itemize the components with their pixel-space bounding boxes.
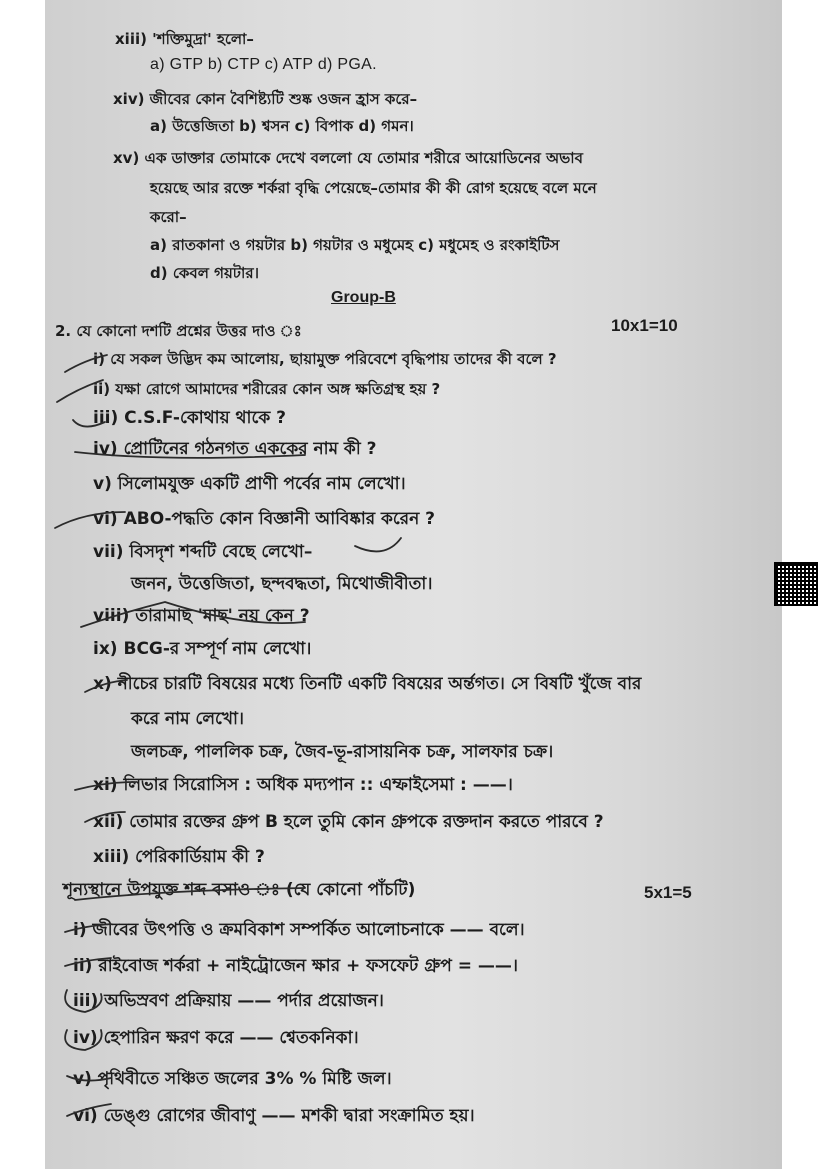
group-b-item-7-choices: জনন, উত্তেজিতা, ছন্দবদ্ধতা, মিথোজীবীতা।: [131, 574, 433, 594]
group-b-item-9: ix) BCG-র সম্পূর্ণ নাম লেখো।: [93, 639, 312, 659]
group-b-item-3: iii) C.S.F-কোথায় থাকে ?: [93, 408, 286, 428]
group-b-item-13: xiii) পেরিকার্ডিয়াম কী ?: [93, 847, 265, 867]
group-b-item-10: x) নীচের চারটি বিষয়ের মধ্যে তিনটি একটি বিষয়ের অর্ন্তগত। সে বিষটি খুঁজে বার: [93, 674, 642, 694]
question-15-line-3: করো–: [150, 208, 187, 226]
fill-blank-item-1: i) জীবের উৎপত্তি ও ক্রমবিকাশ সম্পর্কিত আলোচনাকে —— বলে।: [73, 920, 525, 940]
group-b-item-2: ii) যক্ষা রোগে আমাদের শরীরের কোন অঙ্গ ক্ষতিগ্রস্থ হয় ?: [93, 380, 441, 398]
fill-blank-item-5: v) পৃথিবীতে সঞ্চিত জলের 3% % মিষ্টি জল।: [73, 1069, 392, 1089]
group-b-item-5: v) সিলোমযুক্ত একটি প্রাণী পর্বের নাম লেখো।: [93, 474, 406, 494]
fill-blank-item-6: vi) ডেঙ্গু রোগের জীবাণু —— মশকী দ্বারা সংক্রামিত হয়।: [73, 1106, 475, 1126]
question-13-options: a) GTP b) CTP c) ATP d) PGA.: [150, 56, 377, 73]
group-b-item-1: i) যে সকল উদ্ভিদ কম আলোয়, ছায়ামুক্ত পরিবেশে বৃদ্ধিপায় তাদের কী বলে ?: [93, 350, 557, 368]
group-b-item-4: iv) প্রোটিনের গঠনগত এককের নাম কী ?: [93, 439, 377, 459]
fill-blank-item-2: ii) রাইবোজ শর্করা + নাইট্রোজেন ক্ষার + ফসফেট গ্রুপ = ——।: [73, 956, 518, 976]
group-b-item-10-cont: করে নাম লেখো।: [131, 709, 244, 729]
fill-blank-item-4: iv) হেপারিন ক্ষরণ করে —— শ্বেতকনিকা।: [73, 1028, 359, 1048]
fill-blanks-instruction: শূন্যস্থানে উপযুক্ত শব্দ বসাও ঃ (যে কোনো পাঁচটি): [63, 880, 416, 900]
question-2-marks: 10x1=10: [611, 316, 678, 335]
group-b-item-11: xi) লিভার সিরোসিস : অধিক মদ্যপান :: এম্ফাইসেমা : ——।: [93, 775, 513, 795]
question-2-instruction: 2. যে কোনো দশটি প্রশ্নের উত্তর দাও ঃ: [55, 322, 302, 340]
group-b-item-10-choices: জলচক্র, পাললিক চক্র, জৈব-ভূ-রাসায়নিক চক্র, সালফার চক্র।: [131, 742, 554, 762]
exam-paper: [45, 0, 782, 1169]
group-b-item-8: viii) তারামাছ 'মাছ' নয় কেন ?: [93, 606, 310, 626]
group-b-item-7: vii) বিসদৃশ শব্দটি বেছে লেখো–: [93, 542, 313, 562]
question-14-options: a) উত্তেজিতা b) শ্বসন c) বিপাক d) গমন।: [150, 117, 414, 135]
group-b-item-6: vi) ABO-পদ্ধতি কোন বিজ্ঞানী আবিষ্কার করেন ?: [93, 509, 436, 529]
question-14: xiv) জীবের কোন বৈশিষ্ট্যটি শুষ্ক ওজন হ্রাস করে–: [113, 90, 418, 108]
question-15-options-2: d) কেবল গয়টার।: [150, 264, 259, 282]
qr-code-icon: [776, 564, 816, 604]
question-15-line-1: xv) এক ডাক্তার তোমাকে দেখে বললো যে তোমার শরীরে আয়োডিনের অভাব: [113, 149, 583, 167]
fill-blanks-marks: 5x1=5: [644, 883, 692, 902]
question-13: xiii) 'শক্তিমুদ্রা' হলো–: [115, 30, 254, 48]
fill-blank-item-3: iii) অভিস্রবণ প্রক্রিয়ায় —— পর্দার প্রয়োজন।: [73, 991, 384, 1011]
group-b-title: Group-B: [331, 289, 396, 306]
question-15-line-2: হয়েছে আর রক্তে শর্করা বৃদ্ধি পেয়েছে–তোমার কী কী রোগ হয়েছে বলে মনে: [150, 179, 597, 197]
question-15-options-1: a) রাতকানা ও গয়টার b) গয়টার ও মধুমেহ c) মধুমেহ ও রংকাইটিস: [150, 236, 560, 254]
tick-mark: [355, 538, 401, 551]
group-b-item-12: xii) তোমার রক্তের গ্রুপ B হলে তুমি কোন গ্রুপকে রক্তদান করতে পারবে ?: [93, 812, 604, 832]
